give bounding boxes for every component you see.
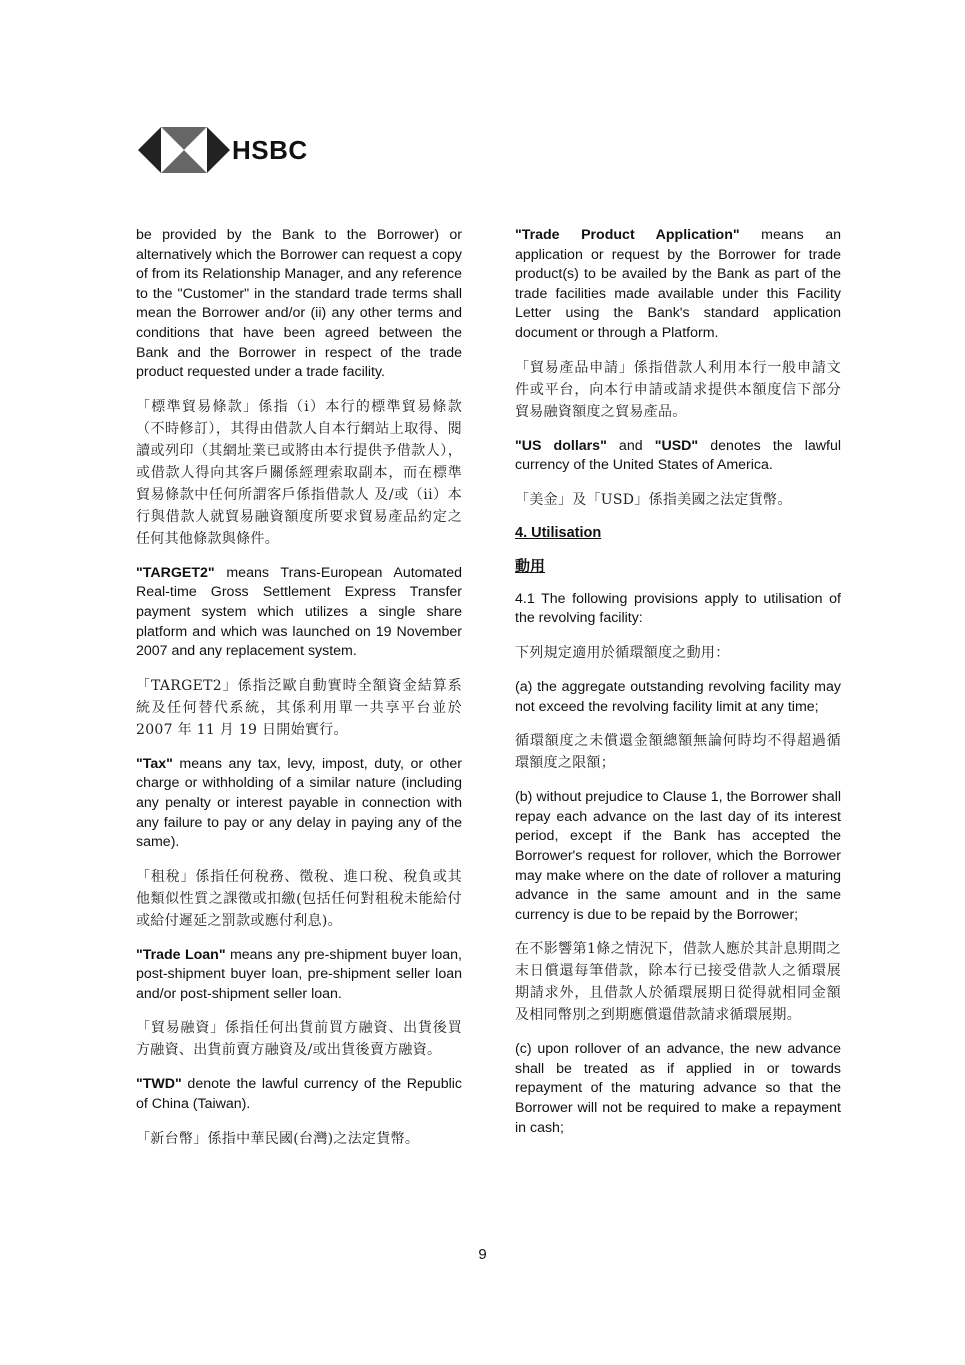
tax-term: "Tax" — [136, 755, 173, 772]
target2-term: "TARGET2" — [136, 564, 215, 581]
target2-definition-zh: 「TARGET2」係指泛歐自動實時全額資金結算系統及任何替代系統，其係利用單一共享平台並於 2007 年 11 月 19 日開始實行。 — [136, 677, 462, 738]
twd-def-text: denote the lawful currency of the Republic of China (Taiwan). — [136, 1076, 462, 1113]
tax-def-text: means any tax, levy, impost, duty, or other charge or withholding of a similar nature (including any penalty or interest payable in connection with any failure to pay or any delay in paying any of the same). — [136, 755, 462, 851]
target2-def-text: means Trans-European Automated Real-time Gross Settlement Express Transfer payment system which utilizes a single share platform and which was launched on 19 November 2007 and any replacement system. — [136, 564, 462, 660]
clause-4-1-en: 4.1 The following provisions apply to utilisation of the revolving facility: — [515, 590, 841, 627]
usd-term: "USD" — [654, 437, 699, 454]
us-dollars-term: "US dollars" — [515, 437, 607, 454]
standard-trade-terms-en: be provided by the Bank to the Borrower) or alternatively which the Borrower can request a copy of from its Relationship Manager, and any reference to the "Customer" in the standard trade terms shall mean the Borrower and/or (ii) any other terms and conditions that have been agreed between the Bank and the Borrower in respect of the trade product requested under a trade facility. — [136, 227, 462, 381]
target2-definition-en — [136, 564, 462, 662]
twd-definition-zh: 「新台幣」係指中華民國(台灣)之法定貨幣。 — [136, 1130, 420, 1147]
page-number: 9 — [478, 1246, 487, 1263]
usd-definition-en — [515, 437, 841, 476]
trade-product-application-definition-zh: 「貿易產品申請」係指借款人利用本行一般申請文件或平台，向本行申請或請求提供本額度信下部分貿易融資額度之貿易產品。 — [515, 359, 841, 420]
usd-and-text: and — [606, 437, 655, 454]
clause-c-en: (c) upon rollover of an advance, the new advance shall be treated as if applied in or towards repayment of the maturing advance so that the Borrower will not be required to make a repayment in cash; — [515, 1041, 841, 1136]
trade-loan-term: "Trade Loan" — [136, 946, 226, 963]
trade-loan-def-text: means any pre-shipment buyer loan, post-shipment buyer loan, pre-shipment seller loan and/or post-shipment seller loan. — [136, 946, 462, 1002]
clause-a-zh: 循環額度之未償還金額總額無論何時均不得超過循環額度之限額； — [515, 733, 841, 772]
trade-loan-definition-zh: 「貿易融資」係指任何出貨前買方融資、出貨後買方融資、出貨前賣方融資及/或出貨後賣方融資。 — [136, 1020, 462, 1059]
clause-a-en: (a) the aggregate outstanding revolving facility may not exceed the revolving facility limit at any time; — [515, 678, 841, 715]
right-column — [515, 226, 841, 1151]
clause-b-en: (b) without prejudice to Clause 1, the Borrower shall repay each advance on the last day of its interest period, except if the Bank has accepted the Borrower's request for rollover, which the Borrower may make where on the date of rollover a maturing advance in the same amount and in the same currency is due to be repaid by the Borrower; — [515, 789, 841, 923]
clause-b-zh: 在不影響第1條之情況下，借款人應於其計息期間之末日償還每筆借款，除本行已接受借款人之循環展期請求外，且借款人於循環展期日從得就相同金額及相同幣別之到期應償還借款請求循環展期。 — [515, 941, 841, 1024]
section-heading-utilisation-zh: 動用 — [515, 556, 546, 575]
usd-def-text: denotes the lawful currency of the United States of America. — [515, 437, 842, 474]
section-heading-utilisation: 4. Utilisation — [515, 524, 602, 541]
brand-name: HSBC — [232, 134, 308, 165]
tpa-def-text: means an application or request by the Borrower for trade product(s) to be availed by the Bank as part of the trade facilities made available under this Facility Letter using the Bank's standard application document or through a Platform. — [515, 227, 841, 341]
standard-trade-terms-zh: 「標準貿易條款」係指（i）本行的標準貿易條款（不時修訂），其得由借款人自本行網站上取得、閱讀或列印（其網址業已或將由本行提供予借款人），或借款人得向其客戶關係經理索取副本，而在標準貿易條款中任何所謂客戶係指借款人 及/或（ii）本行與借款人就貿易融資額度所要求貿易產品約定之任何其他條款與條件。 — [136, 398, 462, 547]
tax-definition-en — [136, 755, 462, 853]
hsbc-hexagon-logo-icon — [138, 124, 230, 176]
trade-product-application-definition-en — [515, 226, 841, 344]
twd-term: "TWD" — [136, 1076, 182, 1093]
twd-definition-en — [136, 1075, 462, 1114]
usd-definition-zh: 「美金」及「USD」係指美國之法定貨幣。 — [515, 491, 792, 508]
tpa-term: "Trade Product Application" — [515, 227, 740, 243]
hsbc-logo — [138, 124, 308, 176]
tax-definition-zh: 「租稅」係指任何稅務、徵稅、進口稅、稅負或其他類似性質之課徵或扣繳(包括任何對租稅未能給付或給付遲延之罰款或應付利息)。 — [136, 868, 462, 929]
clause-4-1-zh: 下列規定適用於循環額度之動用： — [515, 644, 730, 661]
left-column — [136, 226, 462, 1164]
trade-loan-definition-en — [136, 946, 462, 1005]
